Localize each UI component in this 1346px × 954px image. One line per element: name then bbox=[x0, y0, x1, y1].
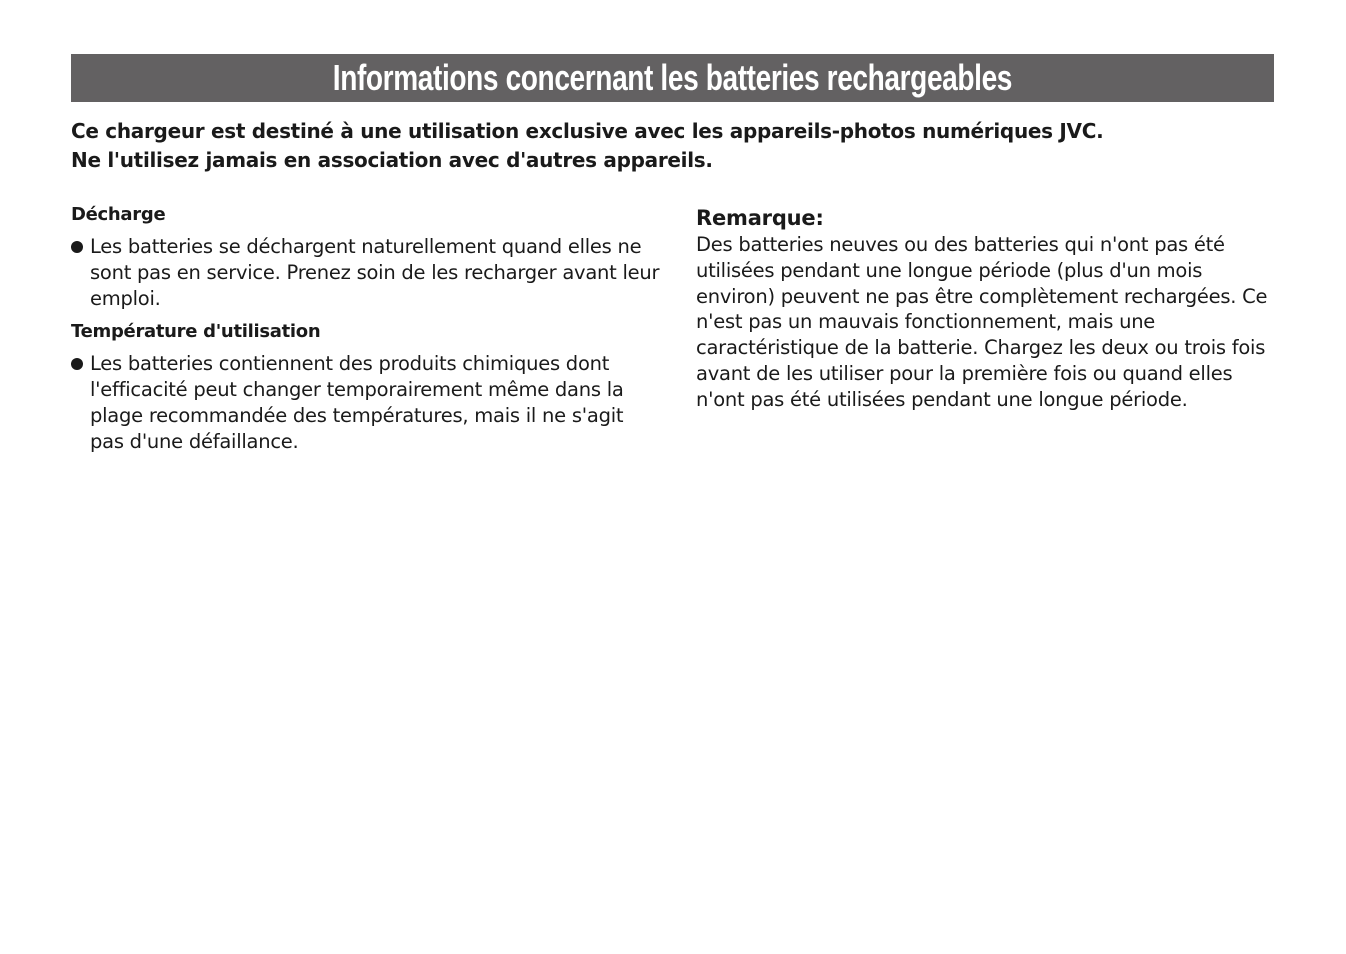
right-column bbox=[696, 204, 1276, 413]
remark-title: Remarque: bbox=[696, 206, 824, 230]
section-decharge bbox=[71, 202, 661, 311]
bullet-icon bbox=[71, 241, 83, 253]
title-bar bbox=[71, 54, 1274, 102]
intro-line-1: Ce chargeur est destiné à une utilisation exclusive avec les appareils-photos numériques JVC. bbox=[71, 119, 1104, 143]
bullet-icon bbox=[71, 358, 83, 370]
list-item bbox=[71, 234, 661, 311]
page-title: Informations concernant les batteries rechargeables bbox=[332, 57, 1013, 98]
bullet-text: Les batteries contiennent des produits chimiques dont l'efficacité peut changer temporairement même dans la plage recommandée des températures, mais il ne s'agit pas d'une défaillance. bbox=[90, 352, 624, 453]
left-column bbox=[71, 202, 661, 459]
section-heading: Température d'utilisation bbox=[71, 321, 321, 343]
intro-block bbox=[71, 117, 1274, 175]
remark-text: Des batteries neuves ou des batteries qui n'ont pas été utilisées pendant une longue période (plus d'un mois environ) peuvent ne pas être complètement rechargées. Ce n'est pas un mauvais fonctionnement, mais une caractéristique de la batterie. Chargez les deux ou trois fois avant de les utiliser pour la première fois ou quand elles n'ont pas été utilisées pendant une longue période. bbox=[696, 233, 1268, 411]
list-item bbox=[71, 351, 661, 454]
section-temperature bbox=[71, 319, 661, 454]
intro-line-2: Ne l'utilisez jamais en association avec d'autres appareils. bbox=[71, 148, 713, 172]
section-heading: Décharge bbox=[71, 204, 166, 225]
bullet-text: Les batteries se déchargent naturellement quand elles ne sont pas en service. Prenez soin de les recharger avant leur emploi. bbox=[90, 235, 660, 310]
